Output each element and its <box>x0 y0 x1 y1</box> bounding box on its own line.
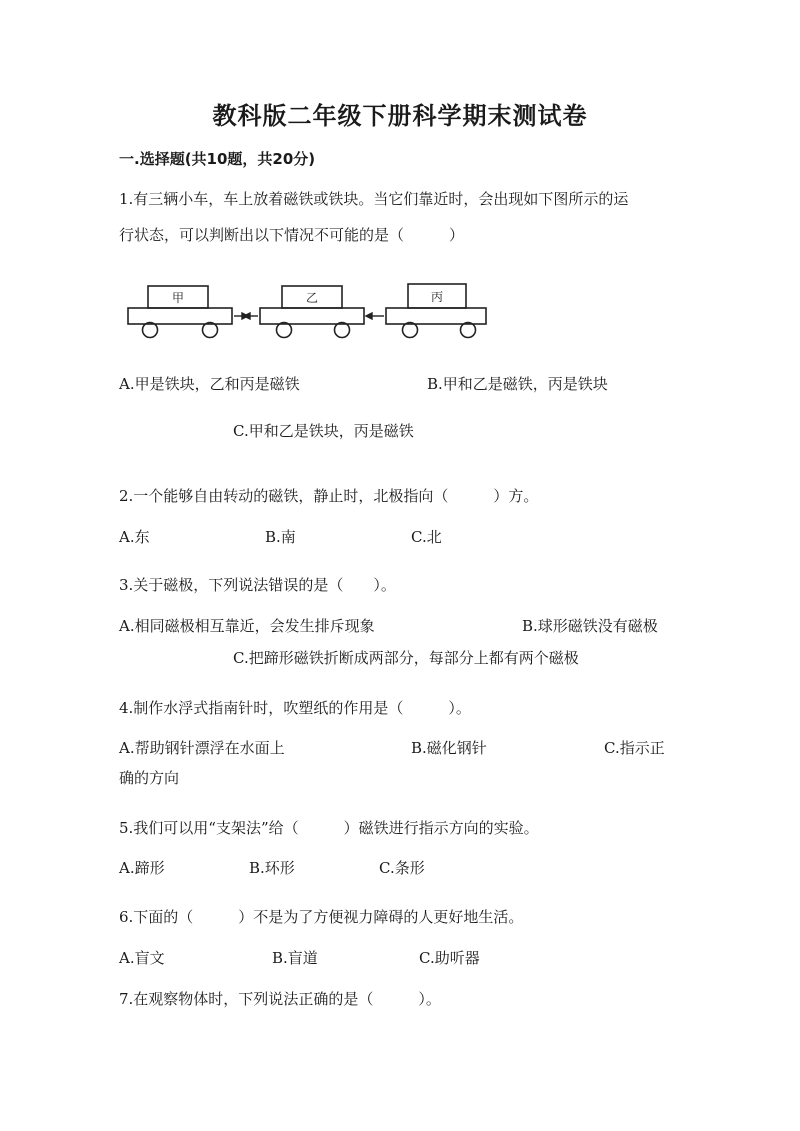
q3-option-b: B.球形磁铁没有磁极 <box>522 617 658 635</box>
q5-option-b: B.环形 <box>249 859 295 877</box>
question-6: 6.下面的（ ）不是为了方便视力障碍的人更好地生活。 <box>119 908 524 926</box>
question-7: 7.在观察物体时，下列说法正确的是（ ）。 <box>119 990 441 1008</box>
q4-option-c-continued: 确的方向 <box>119 769 180 787</box>
question-4: 4.制作水浮式指南针时，吹塑纸的作用是（ ）。 <box>119 699 471 717</box>
q5-option-a: A.蹄形 <box>119 859 165 877</box>
question-1-line-2: 行状态，可以判断出以下情况不可能的是（ ） <box>119 226 465 244</box>
q1-option-b: B.甲和乙是磁铁，丙是铁块 <box>427 375 608 393</box>
q3-option-c: C.把蹄形磁铁折断成两部分，每部分上都有两个磁极 <box>233 649 579 667</box>
page-title: 教科版二年级下册科学期末测试卷 <box>212 101 588 130</box>
q4-option-a: A.帮助钢针漂浮在水面上 <box>119 739 285 757</box>
magnet-cars-figure <box>124 280 494 344</box>
q4-option-b: B.磁化钢针 <box>411 739 487 757</box>
q6-option-a: A.盲文 <box>119 949 165 967</box>
question-2: 2.一个能够自由转动的磁铁，静止时，北极指向（ ）方。 <box>119 487 539 505</box>
question-5: 5.我们可以用“支架法”给（ ）磁铁进行指示方向的实验。 <box>119 819 539 837</box>
q2-option-b: B.南 <box>265 528 296 546</box>
q6-option-b: B.盲道 <box>272 949 318 967</box>
q4-option-c: C.指示正 <box>604 739 665 757</box>
q3-option-a: A.相同磁极相互靠近，会发生排斥现象 <box>119 617 375 635</box>
q5-option-c: C.条形 <box>379 859 425 877</box>
car-label-jia: 甲 <box>171 291 185 305</box>
question-1-line-1: 1.有三辆小车，车上放着磁铁或铁块。当它们靠近时，会出现如下图所示的运 <box>119 190 629 208</box>
car-label-bing: 丙 <box>430 290 444 304</box>
car-yi-body <box>260 308 364 324</box>
q1-option-a: A.甲是铁块，乙和丙是磁铁 <box>119 375 300 393</box>
q2-option-a: A.东 <box>119 528 150 546</box>
section-heading: 一.选择题(共10题，共20分) <box>119 150 316 168</box>
q6-option-c: C.助听器 <box>419 949 480 967</box>
q1-option-c: C.甲和乙是铁块，丙是磁铁 <box>233 422 414 440</box>
car-label-yi: 乙 <box>305 291 319 305</box>
car-bing-body <box>386 308 486 324</box>
question-3: 3.关于磁极，下列说法错误的是（ ）。 <box>119 576 396 594</box>
q2-option-c: C.北 <box>411 528 442 546</box>
car-jia-body <box>128 308 232 324</box>
